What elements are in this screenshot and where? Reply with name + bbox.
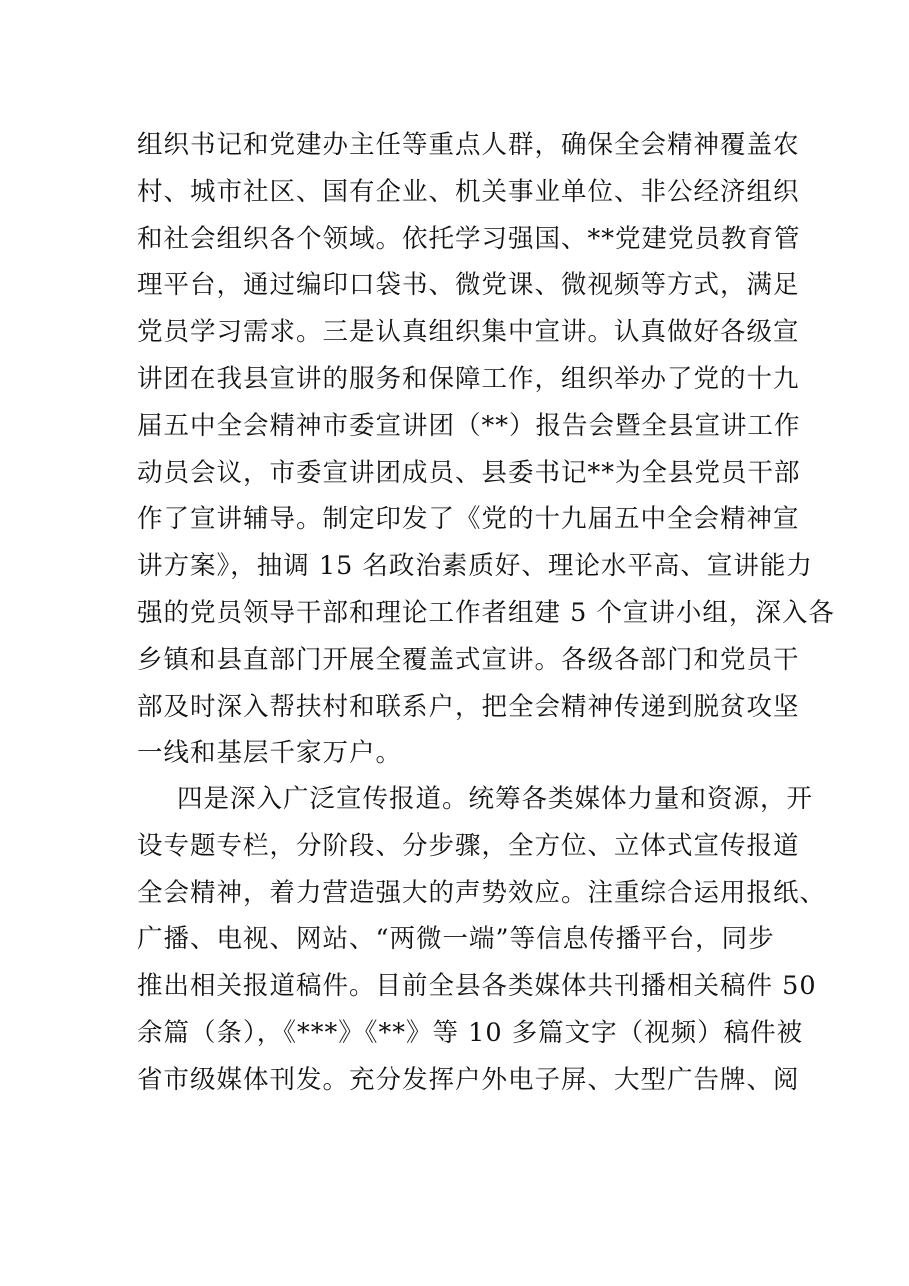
text-line: 省市级媒体刊发。充分发挥户外电子屏、大型广告牌、阅 <box>137 1064 800 1095</box>
text-line: 动员会议，市委宣讲团成员、县委书记**为全县党员干部 <box>137 457 801 488</box>
text-line: 一线和基层千家万户。 <box>137 738 403 769</box>
text-line: 广播、电视、网站、“两微一端”等信息传播平台，同步 <box>137 924 775 955</box>
text-line: 党员学习需求。三是认真组织集中宣讲。认真做好各级宣 <box>137 317 800 348</box>
text-line: 和社会组织各个领域。依托学习强国、**党建党员教育管 <box>137 223 801 254</box>
text-line: 部及时深入帮扶村和联系户，把全会精神传递到脱贫攻坚 <box>137 691 800 722</box>
text-line: 组织书记和党建办主任等重点人群，确保全会精神覆盖农 <box>137 130 800 160</box>
text-line: 强的党员领导干部和理论工作者组建 5 个宣讲小组，深入各 <box>137 597 835 628</box>
text-line: 余篇（条），《***》《**》等 10 多篇文字（视频）稿件被 <box>137 1017 804 1048</box>
text-line: 理平台，通过编印口袋书、微党课、微视频等方式，满足 <box>137 270 800 301</box>
text-line: 村、城市社区、国有企业、机关事业单位、非公经济组织 <box>137 176 800 207</box>
text-line: 乡镇和县直部门开展全覆盖式宣讲。各级各部门和党员干 <box>137 644 800 675</box>
text-line: 全会精神，着力营造强大的声势效应。注重综合运用报纸、 <box>137 877 827 908</box>
text-line: 讲方案》，抽调 15 名政治素质好、理论水平高、宣讲能力 <box>137 551 813 582</box>
text-line: 四是深入广泛宣传报道。统筹各类媒体力量和资源，开 <box>177 784 814 814</box>
text-line: 讲团在我县宣讲的服务和保障工作，组织举办了党的十九 <box>137 363 800 394</box>
paragraph-1 <box>137 122 835 777</box>
text-line: 届五中全会精神市委宣讲团（**）报告会暨全县宣讲工作 <box>137 410 801 441</box>
text-line: 设专题专栏，分阶段、分步骤，全方位、立体式宣传报道 <box>137 830 800 861</box>
text-line: 作了宣讲辅导。制定印发了《党的十九届五中全会精神宣 <box>137 504 800 535</box>
paragraph-2 <box>137 776 827 1104</box>
text-line: 推出相关报道稿件。目前全县各类媒体共刊播相关稿件 50 <box>137 971 817 1002</box>
